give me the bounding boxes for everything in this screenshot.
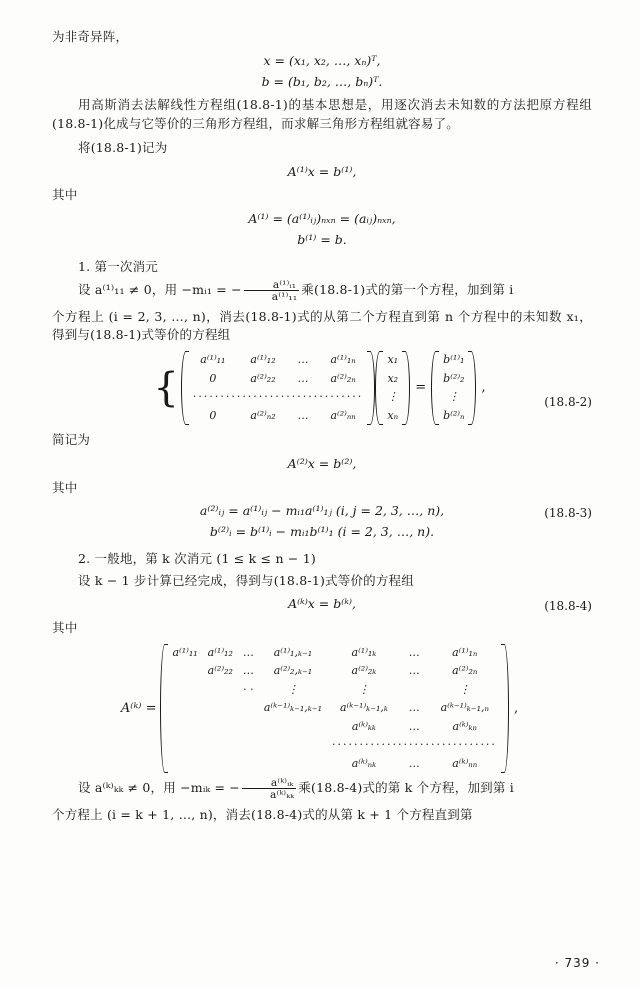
matrix-cell xyxy=(167,755,202,774)
matrix-cell: b⁽²⁾₂ xyxy=(443,371,465,385)
matrix-cell: ⋮ xyxy=(448,390,460,404)
matrix-cell: a⁽¹⁾₁ₙ xyxy=(452,645,478,659)
matrix-cell xyxy=(203,681,238,700)
matrix-cell: b⁽²⁾ₙ xyxy=(443,408,465,422)
paragraph-step1-text-b: 乘(18.8-1)式的第一个方程，加到第 i xyxy=(301,282,514,298)
page-number: · 739 · xyxy=(554,956,600,970)
matrix-cell xyxy=(203,718,238,737)
paragraph-step-k: 设 k − 1 步计算已经完成，得到与(18.8-1)式等价的方程组 xyxy=(78,572,414,588)
matrix-cell: a⁽¹⁾₁,ₖ₋₁ xyxy=(273,645,313,659)
matrix-cell: 0 xyxy=(209,371,217,385)
equation-x-line: x = (x₁, x₂, …, xₙ)ᵀ, xyxy=(263,52,381,68)
equation-18-8-2-block xyxy=(52,351,592,425)
matrix-cell xyxy=(167,681,202,700)
matrix-cell xyxy=(203,699,238,718)
matrix-cell: a⁽ᵏ⁾ₙₖ xyxy=(351,756,377,770)
matrix-row xyxy=(438,407,469,426)
matrix-row xyxy=(382,370,403,389)
paragraph-denote: 将(18.8-1)记为 xyxy=(78,139,168,155)
matrix-row xyxy=(188,407,368,426)
equation-A1-def-line: A⁽¹⁾ = (a⁽¹⁾ᵢⱼ)ₙₓₙ = (aᵢⱼ)ₙₓₙ, xyxy=(248,211,396,226)
matrix-row xyxy=(382,388,403,407)
matrix-equation-18-8-2 xyxy=(52,351,592,425)
left-brace-decor: { xyxy=(153,365,179,412)
label-abbreviated: 简记为 xyxy=(52,432,91,448)
matrix-cell: a⁽²⁾₂ₖ xyxy=(351,664,377,678)
matrix-cell xyxy=(259,755,327,774)
matrix-cell xyxy=(238,699,259,718)
matrix-cell: a⁽ᵏ⁻¹⁾ₖ₋₁,ₖ₋₁ xyxy=(263,701,323,715)
matrix-cell: a⁽²⁾₂₂ xyxy=(250,371,276,385)
equation-Akx xyxy=(52,595,592,614)
equation-A1-definition xyxy=(52,210,592,250)
matrix-cell: a⁽¹⁾₁₂ xyxy=(250,353,276,367)
line-nonsingular: 为非奇异阵， xyxy=(52,29,129,44)
matrix-cell xyxy=(167,718,202,737)
label-where-2: 其中 xyxy=(52,479,78,495)
paragraph-step-k-line2: 个方程上 (i = k + 1, …, n)，消去(18.8-4)式的从第 k + 1 个方程直到第 xyxy=(52,806,473,822)
equation-number-18-8-4: (18.8-4) xyxy=(544,599,592,614)
matrix-row xyxy=(167,662,501,681)
matrix-cell: a⁽²⁾₂₂ xyxy=(207,664,233,678)
equation-b-line: b = (b₁, b₂, …, bₙ)ᵀ. xyxy=(261,73,383,89)
matrix-cell: a⁽¹⁾₁₁ xyxy=(200,353,226,367)
fraction-mik xyxy=(242,777,296,800)
matrix-cell-dots: ······························ xyxy=(332,738,497,752)
matrix-row xyxy=(188,370,368,389)
matrix-Ak-trailing-comma: , xyxy=(513,700,519,716)
matrix-Ak-label: A⁽ᵏ⁾ = xyxy=(120,700,157,716)
fraction-numerator: a⁽ᵏ⁾ᵢₖ xyxy=(270,776,294,790)
paragraph-step-k-text-b: 乘(18.8-4)式的第 k 个方程，加到第 i xyxy=(298,780,514,796)
matrix-row xyxy=(438,388,469,407)
matrix-cell: a⁽ᵏ⁾ₖₖ xyxy=(351,719,376,733)
equation-18-8-3 xyxy=(52,502,592,542)
matrix-row xyxy=(188,388,368,407)
matrix-cell xyxy=(167,662,202,681)
matrix-cell: a⁽¹⁾₁₁ xyxy=(172,645,198,659)
matrix-cell: · · xyxy=(243,682,254,696)
matrix-cell xyxy=(167,699,202,718)
matrix-cell: … xyxy=(408,756,420,770)
matrix-cell: … xyxy=(408,645,420,659)
matrix-cell: xₙ xyxy=(387,408,399,422)
matrix-cell: a⁽²⁾₂ₙ xyxy=(452,664,478,678)
vector-b-paren xyxy=(431,351,476,425)
paragraph-step1-line1 xyxy=(52,279,592,302)
fraction-numerator: a⁽¹⁾ᵢ₁ xyxy=(272,278,297,292)
fraction-denominator: a⁽ᵏ⁾ₖₖ xyxy=(242,788,296,800)
matrix-cell: a⁽²⁾₂ₙ xyxy=(330,371,356,385)
section-heading-2: 2. 一般地，第 k 次消元 (1 ≤ k ≤ n − 1) xyxy=(78,550,316,566)
vector-b xyxy=(438,351,469,425)
matrix-cell: … xyxy=(297,371,309,385)
matrix-cell: … xyxy=(297,408,309,422)
paragraph-step-k-text-a: 设 a⁽ᵏ⁾ₖₖ ≠ 0，用 −mᵢₖ = − xyxy=(78,780,240,796)
matrix-row xyxy=(382,351,403,370)
matrix-cell: … xyxy=(242,645,254,659)
equation-A1x-line: A⁽¹⁾x = b⁽¹⁾, xyxy=(287,163,357,179)
label-where-3: 其中 xyxy=(52,620,78,636)
matrix-cell: ⋮ xyxy=(387,390,399,404)
matrix-row xyxy=(438,370,469,389)
matrix-cell: … xyxy=(242,664,254,678)
trailing-comma: , xyxy=(481,380,486,396)
matrix-cell: a⁽²⁾₂,ₖ₋₁ xyxy=(273,664,313,678)
equation-Akx-line: A⁽ᵏ⁾x = b⁽ᵏ⁾, xyxy=(288,596,356,612)
fraction-denominator: a⁽¹⁾₁₁ xyxy=(244,290,300,302)
equation-18-8-3-line1: a⁽²⁾ᵢⱼ = a⁽¹⁾ᵢⱼ − mᵢ₁a⁽¹⁾₁ⱼ (i, j = 2, 3, …, n), xyxy=(199,503,445,519)
equation-A1x xyxy=(52,163,592,182)
equation-number-18-8-3: (18.8-3) xyxy=(544,506,592,521)
matrix-A2 xyxy=(188,351,368,425)
paragraph-step1-line2: 个方程上 (i = 2, 3, …, n)，消去(18.8-1)式的从第二个方程直到第 n 个方程中的未知数 x₁，得到与(18.8-1)式等价的方程组 xyxy=(52,308,592,343)
equation-18-8-3-line2: b⁽²⁾ᵢ = b⁽¹⁾ᵢ − mᵢ₁b⁽¹⁾₁ (i = 2, 3, …, n). xyxy=(209,524,435,540)
matrix-cell xyxy=(238,718,259,737)
matrix-row xyxy=(438,351,469,370)
equation-number-18-8-2: (18.8-2) xyxy=(544,395,592,410)
equation-b1-def-line: b⁽¹⁾ = b. xyxy=(297,231,347,247)
matrix-cell: b⁽¹⁾₁ xyxy=(443,353,465,367)
page-content xyxy=(52,28,592,829)
matrix-row xyxy=(167,755,501,774)
matrix-row xyxy=(167,736,501,755)
matrix-cell: 0 xyxy=(209,408,217,422)
equation-x-vector xyxy=(52,52,592,92)
vector-x xyxy=(382,351,403,425)
matrix-cell: a⁽¹⁾₁ₙ xyxy=(330,353,356,367)
matrix-Ak xyxy=(167,644,501,774)
matrix-cell: a⁽²⁾ₙ₂ xyxy=(250,408,276,422)
matrix-cell xyxy=(203,755,238,774)
matrix-cell: a⁽ᵏ⁻¹⁾ₖ₋₁,ₙ xyxy=(440,701,489,715)
matrix-cell: a⁽²⁾ₙₙ xyxy=(330,408,356,422)
matrix-row xyxy=(188,351,368,370)
matrix-row xyxy=(167,699,501,718)
matrix-cell: a⁽ᵏ⁾ₖₙ xyxy=(452,719,477,733)
equation-18-8-3-block xyxy=(52,502,592,542)
matrix-cell: x₁ xyxy=(387,353,399,367)
equation-18-8-4-block xyxy=(52,595,592,614)
fraction-mi1 xyxy=(244,279,300,302)
matrix-cell xyxy=(401,681,428,700)
paragraph-gauss-idea: 用高斯消去法解线性方程组(18.8-1)的基本思想是，用逐次消去未知数的方法把原方程组(18.8-1)化成与它等价的三角形方程组，而求解三角形方程组就容易了。 xyxy=(52,97,592,131)
vector-x-paren xyxy=(375,351,410,425)
matrix-cell: ⋮ xyxy=(358,682,370,696)
matrix-cell: … xyxy=(408,719,420,733)
matrix-cell: … xyxy=(297,353,309,367)
matrix-cell: … xyxy=(408,664,420,678)
section-heading-1: 1. 第一次消元 xyxy=(78,258,158,274)
matrix-cell: a⁽¹⁾₁₂ xyxy=(207,645,233,659)
matrix-row xyxy=(382,407,403,426)
matrix-row xyxy=(167,681,501,700)
matrix-A2-paren xyxy=(181,351,375,425)
matrix-cell-dots: ······························· xyxy=(192,390,364,404)
matrix-cell xyxy=(259,718,327,737)
matrix-cell: … xyxy=(408,701,420,715)
matrix-cell: a⁽ᵏ⁾ₙₙ xyxy=(452,756,478,770)
matrix-cell: a⁽¹⁾₁ₖ xyxy=(351,645,377,659)
label-where-1: 其中 xyxy=(52,187,78,203)
matrix-row xyxy=(167,718,501,737)
matrix-cell: x₂ xyxy=(387,371,399,385)
matrix-row xyxy=(167,644,501,663)
matrix-cell: ⋮ xyxy=(287,682,299,696)
paragraph-step1-text-a: 设 a⁽¹⁾₁₁ ≠ 0，用 −mᵢ₁ = − xyxy=(78,282,242,298)
equals-sign: = xyxy=(415,380,427,396)
paragraph-step-k-line1 xyxy=(52,777,592,800)
matrix-cell: a⁽ᵏ⁻¹⁾ₖ₋₁,ₖ xyxy=(339,701,388,715)
equation-A2x-line: A⁽²⁾x = b⁽²⁾, xyxy=(287,455,357,471)
matrix-Ak-block xyxy=(52,644,592,774)
matrix-cell: ⋮ xyxy=(459,682,471,696)
matrix-cell xyxy=(238,755,259,774)
matrix-Ak-paren xyxy=(160,644,508,774)
equation-A2x xyxy=(52,455,592,474)
